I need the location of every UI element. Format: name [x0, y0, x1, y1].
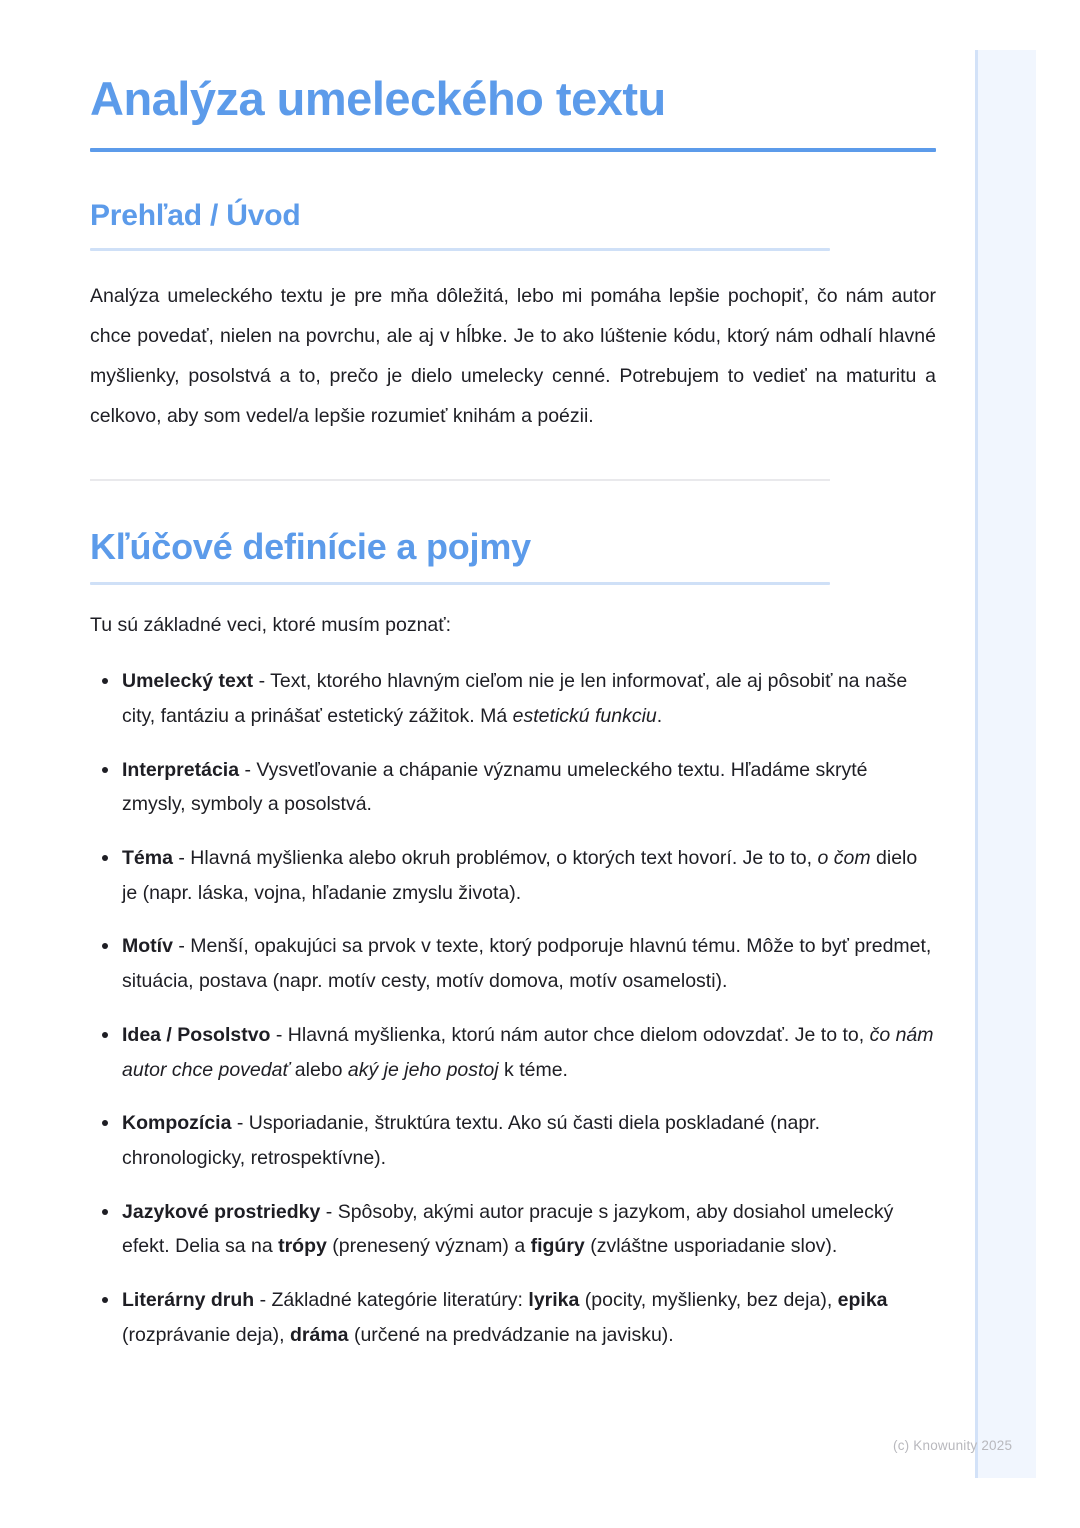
list-item — [90, 1195, 936, 1264]
term-label: Literárny druh — [122, 1289, 255, 1312]
term-definition: - Hlavná myšlienka, ktorú nám autor chce dielom odovzdať. Je to to, čo nám autor chce povedať alebo aký je jeho postoj k téme. — [122, 1023, 934, 1081]
list-item — [90, 1283, 936, 1352]
page-side-strip — [975, 50, 1036, 1478]
document-content — [90, 72, 936, 1372]
section-heading-key-definitions: Kľúčové definície a pojmy — [90, 525, 531, 567]
section-divider — [90, 479, 830, 481]
list-item — [90, 841, 936, 910]
key-definitions-lead: Tu sú základné veci, ktoré musím poznať: — [90, 614, 451, 637]
term-definition: - Usporiadanie, štruktúra textu. Ako sú časti diela poskladané (napr. chronologicky, retrospektívne). — [122, 1112, 821, 1169]
overview-paragraph: Analýza umeleckého textu je pre mňa dôležitá, lebo mi pomáha lepšie pochopiť, čo nám autor chce povedať, nielen na povrchu, ale aj v hĺbke. Je to ako lúštenie kódu, ktorý nám odhalí hlavné myšlienky, posolstvá a to, prečo je dielo umelecky cenné. Potrebujem to vedieť na maturitu a celkovo, aby som vedel/a lepšie rozumieť knihám a poézii. — [90, 285, 936, 427]
section-key-definitions — [90, 525, 936, 1353]
list-item — [90, 753, 936, 822]
term-label: Idea / Posolstvo — [122, 1023, 271, 1046]
list-item — [90, 1018, 936, 1087]
list-item — [90, 664, 936, 733]
term-definition: - Menší, opakujúci sa prvok v texte, ktorý podporuje hlavnú tému. Môže to byť predmet, situácia, postava (napr. motív cesty, motív domova, motív osamelosti). — [122, 935, 932, 993]
term-label: Kompozícia — [122, 1112, 232, 1135]
term-definition: - Text, ktorého hlavným cieľom nie je len informovať, ale aj pôsobiť na naše city, fantáziu a prinášať estetický zážitok. Má estetickú funkciu. — [122, 670, 908, 727]
term-label: Téma — [122, 847, 173, 870]
list-item — [90, 1106, 936, 1175]
key-terms-list — [90, 642, 936, 1352]
section-heading-overview: Prehľad / Úvod — [90, 199, 301, 233]
term-definition: - Hlavná myšlienka alebo okruh problémov, o ktorých text hovorí. Je to to, o čom dielo je (napr. láska, vojna, hľadanie zmyslu života). — [122, 847, 918, 904]
list-item — [90, 929, 936, 998]
section-overview — [90, 198, 936, 437]
term-definition: - Základné kategórie literatúry: lyrika (pocity, myšlienky, bez deja), epika (rozprávanie deja), dráma (určené na predvádzanie na javisku). — [122, 1289, 888, 1346]
term-definition: - Vysvetľovanie a chápanie významu umeleckého textu. Hľadáme skryté zmysly, symboly a posolstvá. — [122, 758, 868, 816]
term-label: Motív — [122, 935, 173, 958]
term-label: Interpretácia — [122, 758, 240, 781]
copyright-watermark: (c) Knowunity 2025 — [893, 1438, 1013, 1453]
title-underline-rule — [90, 148, 936, 152]
term-label: Jazykové prostriedky — [122, 1200, 321, 1223]
term-definition: - Spôsoby, akými autor pracuje s jazykom, aby dosiahol umelecký efekt. Delia sa na trópy (prenesený význam) a figúry (zvláštne usporiadanie slov). — [122, 1200, 894, 1258]
term-label: Umelecký text — [122, 670, 254, 693]
page-title: Analýza umeleckého textu — [90, 72, 666, 125]
